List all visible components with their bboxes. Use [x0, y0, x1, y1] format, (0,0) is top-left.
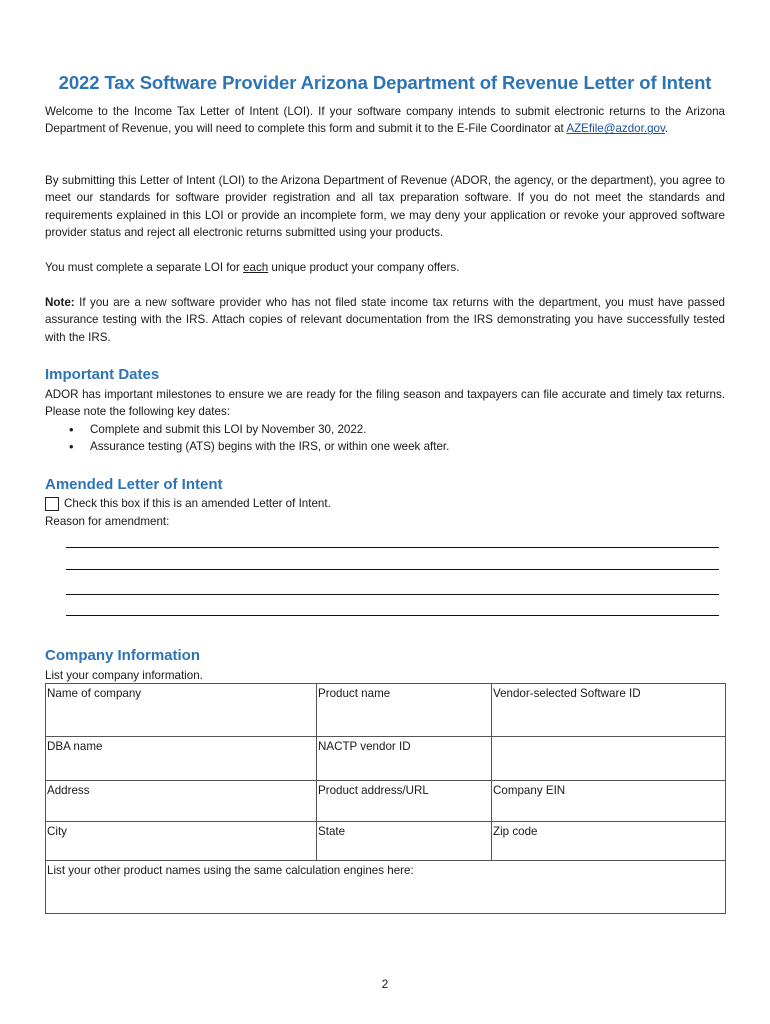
- address-label: Address: [47, 784, 90, 797]
- product-name-field[interactable]: [317, 684, 492, 737]
- software-id-field[interactable]: [492, 684, 726, 737]
- reason-line-2[interactable]: [66, 569, 719, 570]
- intro-end: .: [664, 122, 669, 136]
- company-ein-field[interactable]: [492, 781, 726, 822]
- separate-loi-paragraph: [45, 259, 725, 276]
- zip-label: Zip code: [493, 825, 538, 838]
- intro-text: Welcome to the Income Tax Letter of Intent (LOI). If your software company intends to submit electronic returns to the Arizona Department of Revenue, you will need to complete this form and submit it to the E-File Coordinator at: [45, 105, 725, 136]
- important-dates-text: ADOR has important milestones to ensure we are ready for the filing season and taxpayers can file accurate and timely tax returns. Please note the following key dates:: [45, 388, 725, 419]
- intro-paragraph: [45, 103, 725, 138]
- address-field[interactable]: [46, 781, 317, 822]
- other-products-label: List your other product names using the same calculation engines here:: [47, 864, 414, 877]
- important-dates-heading: Important Dates: [45, 366, 160, 383]
- key-date-item: • Assurance testing (ATS) begins with the IRS, or within one week after.: [45, 438, 449, 455]
- blank-field[interactable]: [492, 737, 726, 781]
- nactp-id-label: NACTP vendor ID: [318, 740, 411, 753]
- key-date-item: • Complete and submit this LOI by November 30, 2022.: [45, 421, 449, 438]
- note-text: If you are a new software provider who has not filed state income tax returns with the department, you must have passed assurance testing with the IRS. Attach copies of relevant documentation from the IRS demonstrating you have successfully tested with the IRS.: [45, 296, 725, 344]
- city-field[interactable]: [46, 822, 317, 861]
- nactp-id-field[interactable]: [317, 737, 492, 781]
- separate-loi-text-end: unique product your company offers.: [268, 261, 460, 274]
- amended-checkbox[interactable]: [45, 497, 59, 511]
- company-info-table: [45, 683, 726, 914]
- city-label: City: [47, 825, 67, 838]
- reason-line-3[interactable]: [66, 594, 719, 595]
- amended-heading: Amended Letter of Intent: [45, 476, 223, 493]
- page-number: 2: [381, 978, 389, 991]
- company-ein-label: Company EIN: [493, 784, 566, 797]
- each-underlined: each: [243, 261, 269, 274]
- company-info-heading: Company Information: [45, 647, 201, 664]
- name-of-company-label: Name of company: [47, 687, 142, 700]
- reason-line-4[interactable]: [66, 615, 719, 616]
- separate-loi-text: You must complete a separate LOI for: [45, 261, 244, 274]
- state-field[interactable]: [317, 822, 492, 861]
- name-of-company-field[interactable]: [46, 684, 317, 737]
- note-paragraph: [45, 294, 725, 346]
- agreement-paragraph: By submitting this Letter of Intent (LOI) to the Arizona Department of Revenue (ADOR, the agency, or the department), you agree to meet our standards for software provider registration and all tax preparation software. If you do not meet the standards and requirements explained in this LOI or provide an incomplete form, we may deny your application or revoke your approved software provider status and reject all electronic returns submitted using your products.: [45, 174, 725, 240]
- key-dates-list: [45, 421, 449, 456]
- product-url-label: Product address/URL: [318, 784, 429, 797]
- reason-label: Reason for amendment:: [45, 515, 170, 528]
- software-id-label: Vendor-selected Software ID: [493, 687, 641, 700]
- zip-field[interactable]: [492, 822, 726, 861]
- amended-checkbox-label: Check this box if this is an amended Letter of Intent.: [64, 497, 331, 510]
- product-url-field[interactable]: [317, 781, 492, 822]
- other-products-field[interactable]: [46, 861, 726, 914]
- reason-line-1[interactable]: [66, 547, 719, 548]
- product-name-label: Product name: [318, 687, 391, 700]
- email-link[interactable]: AZEfile@azdor.gov: [566, 122, 665, 136]
- state-label: State: [318, 825, 346, 838]
- dba-name-field[interactable]: [46, 737, 317, 781]
- note-label: Note:: [45, 296, 75, 309]
- amended-checkbox-row: [45, 495, 331, 512]
- dba-name-label: DBA name: [47, 740, 103, 753]
- company-info-subtext: List your company information.: [45, 669, 203, 682]
- document-title: 2022 Tax Software Provider Arizona Department of Revenue Letter of Intent: [58, 72, 712, 93]
